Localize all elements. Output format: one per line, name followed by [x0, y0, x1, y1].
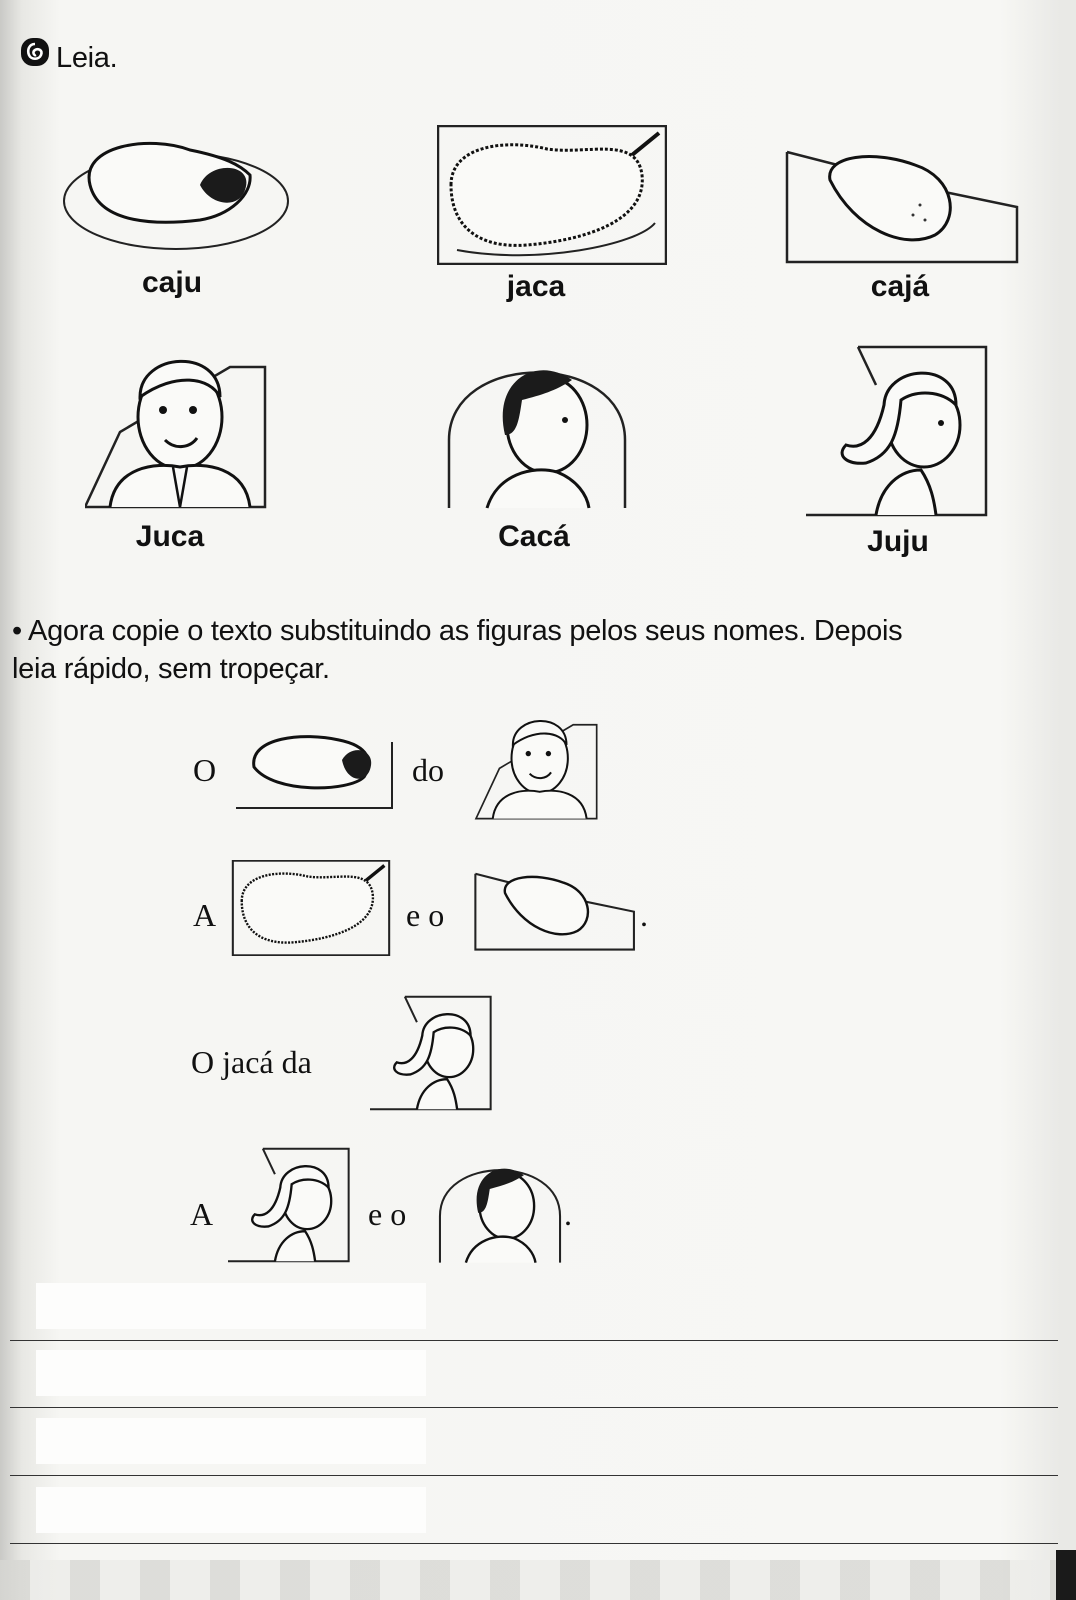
rebus-girl-icon-2	[228, 1147, 352, 1263]
task-line-2: leia rápido, sem tropeçar.	[12, 653, 330, 685]
figure-label-juca: Juca	[135, 520, 205, 553]
boy-portrait-icon	[447, 340, 627, 510]
rebus-man-icon	[473, 708, 601, 822]
answer-area-1[interactable]	[36, 1283, 426, 1329]
rebus-row4-word1: A	[190, 1196, 214, 1232]
jackfruit-icon	[437, 125, 667, 265]
rebus-caja-icon	[474, 872, 636, 952]
rebus-row2-word2: e o	[406, 897, 445, 933]
figure-label-caju: caju	[141, 266, 203, 299]
answer-area-2[interactable]	[36, 1350, 426, 1396]
rebus-boy-icon	[437, 1148, 563, 1264]
task-instruction	[12, 612, 1062, 688]
rebus-girl-icon	[370, 995, 494, 1111]
rebus-row2-end: .	[640, 897, 648, 933]
answer-line-3	[10, 1475, 1058, 1476]
caja-fruit-icon	[785, 150, 1020, 265]
task-bullet: •	[12, 615, 22, 647]
figure-label-caca: Cacá	[498, 520, 570, 553]
task-line-1: Agora copie o texto substituindo as figuras pelos seus nomes. Depois	[28, 615, 903, 647]
man-portrait-icon	[85, 342, 267, 512]
rebus-row1-word2: do	[412, 752, 444, 788]
rebus-row4-word2: e o	[368, 1196, 407, 1232]
answer-line-2	[10, 1407, 1058, 1408]
exercise-number-icon	[20, 36, 50, 73]
rebus-row3-word1: O jacá da	[191, 1044, 312, 1080]
rebus-row4-end: .	[564, 1196, 572, 1232]
page-corner-tab	[1056, 1550, 1076, 1600]
answer-area-3[interactable]	[36, 1418, 426, 1464]
answer-line-1	[10, 1340, 1058, 1341]
cashew-fruit-icon	[60, 125, 292, 255]
rebus-row2-word1: A	[193, 897, 217, 933]
girl-portrait-icon	[806, 345, 991, 517]
decorative-bottom-border	[0, 1560, 1076, 1600]
figure-label-juju: Juju	[867, 525, 929, 558]
figure-label-jaca: jaca	[506, 270, 566, 303]
figure-label-caja: cajá	[870, 270, 930, 303]
answer-line-4	[10, 1543, 1058, 1544]
answer-area-4[interactable]	[36, 1487, 426, 1533]
rebus-row1-word1: O	[193, 752, 217, 788]
rebus-cashew-icon	[234, 732, 396, 810]
rebus-jackfruit-icon	[230, 860, 392, 956]
instruction-text: Leia.	[56, 42, 118, 74]
